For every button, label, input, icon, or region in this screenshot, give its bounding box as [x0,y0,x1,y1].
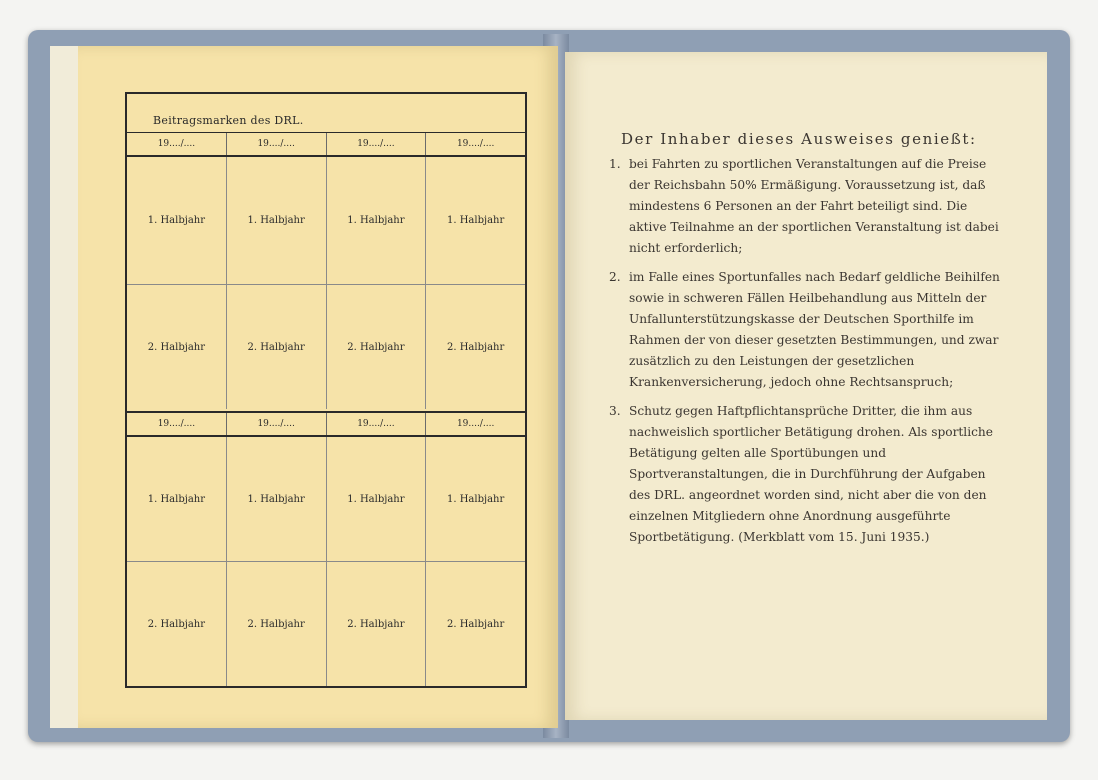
stamp-cell[interactable]: 2. Halbjahr [446,341,505,353]
stamp-cell[interactable]: 2. Halbjahr [127,285,227,409]
rights-item [605,401,1005,548]
item-text: Schutz gegen Haftpflichtansprüche Dritter, die ihm aus nachweislich sportlicher Betätigung drohen. Als sportliche Betätigung gelten alle Sportübungen und Sportveranstaltungen, die in Durchführung der Aufgaben des DRL. angeordnet worden sind, nicht aber die von den einzelnen Mitgliedern ohne Anordnung ausgeführte Sportbetätigung. (Merkblatt vom 15. Juni 1935.) [629,404,993,544]
year-field[interactable]: 19..../.... [227,133,327,155]
item-text: im Falle eines Sportunfalles nach Bedarf geldliche Beihilfen sowie in schweren Fällen Heilbehandlung aus Mitteln der Unfallunterstützungskasse der Deutschen Sporthilfe im Rahmen der von dieser gesetzten Bestimmungen, und zwar zusätzlich zu den Leistungen der gesetzlichen Krankenversicherung, jedoch ohne Rechtsanspruch; [629,270,1000,389]
half-year-row [127,285,525,409]
stamp-cell[interactable]: 1. Halbjahr [127,157,227,284]
stamp-cell[interactable]: 1. Halbjahr [127,437,227,561]
year-field[interactable]: 19..../.... [127,133,227,155]
stamp-cell[interactable]: 2. Halbjahr [227,285,327,409]
half-year-row [127,437,525,562]
cover-flap [50,46,80,728]
stamp-cell[interactable]: 2. Halbjahr [227,562,327,686]
stamp-cell[interactable]: 1. Halbjahr [327,437,427,561]
stamp-cell[interactable]: 1. Halbjahr [446,215,505,226]
contribution-stamp-table [125,92,527,688]
item-number: 2. [609,270,621,284]
year-field[interactable]: 19..../.... [227,413,327,435]
year-field[interactable]: 19..../.... [327,133,427,155]
stamp-cell[interactable]: 1. Halbjahr [227,437,327,561]
year-field[interactable]: 19..../.... [127,413,227,435]
stamp-cell[interactable]: 2. Halbjahr [327,562,427,686]
stamp-cell[interactable]: 2. Halbjahr [327,285,427,409]
stamp-cell[interactable]: 1. Halbjahr [227,157,327,284]
year-row [127,411,525,437]
year-field[interactable]: 19..../.... [327,413,427,435]
item-number: 3. [609,404,621,418]
year-field[interactable]: 19..../.... [456,419,495,429]
rights-item [605,154,1005,259]
stamp-cell[interactable]: 1. Halbjahr [327,157,427,284]
half-year-row [127,562,525,686]
table-title: Beitragsmarken des DRL. [153,114,304,127]
rights-item [605,267,1005,393]
rights-list [605,154,1005,556]
stamp-cell[interactable]: 2. Halbjahr [446,618,505,630]
right-page [565,52,1047,720]
half-year-row [127,157,525,285]
year-field[interactable]: 19..../.... [456,139,495,149]
left-page [78,46,558,728]
stamp-cell[interactable]: 1. Halbjahr [446,493,505,505]
year-row [127,133,525,157]
rights-heading: Der Inhaber dieses Ausweises genießt: [621,130,977,148]
table-title-row [127,94,525,133]
item-number: 1. [609,157,621,171]
stamp-cell[interactable]: 2. Halbjahr [127,562,227,686]
item-text: bei Fahrten zu sportlichen Veranstaltungen auf die Preise der Reichsbahn 50% Ermäßigung. Voraussetzung ist, daß mindestens 6 Personen an der Fahrt beteiligt sind. Die aktive Teilnahme an der sportlichen Veranstaltung ist dabei nicht erforderlich; [629,157,999,255]
